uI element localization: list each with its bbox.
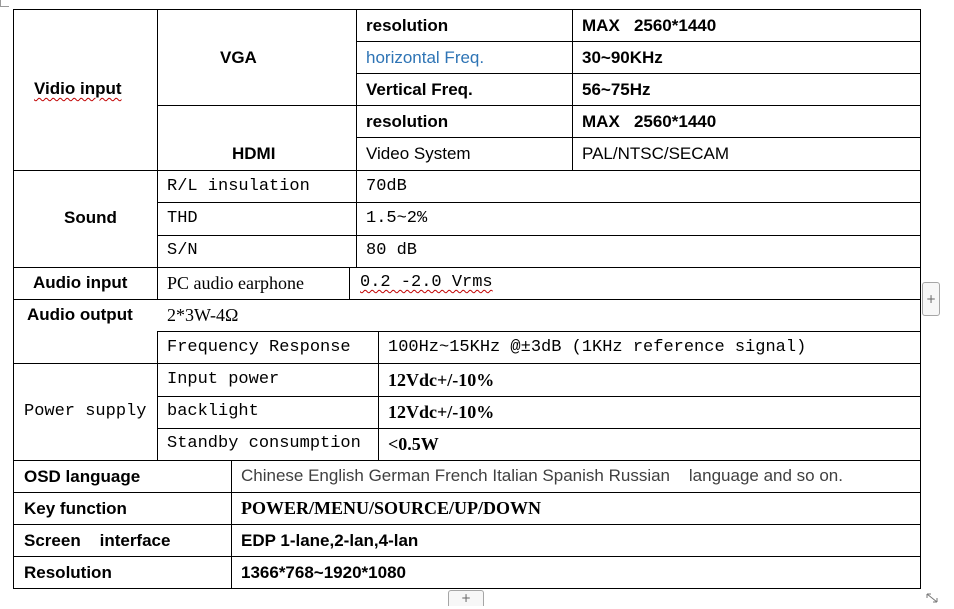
spec-value: 1366*768~1920*1080 <box>241 563 406 582</box>
row-line <box>13 460 920 461</box>
spec-name: S/N <box>167 241 198 260</box>
col-line <box>231 460 232 589</box>
spec-value: 70dB <box>366 177 407 196</box>
spec-value: Chinese English German French Italian Spanish Russian language and so on. <box>241 466 843 485</box>
row-line <box>157 105 920 106</box>
table-move-handle-icon[interactable] <box>0 0 9 7</box>
spec-name: resolution <box>366 16 449 35</box>
resize-arrow-svg <box>925 592 939 604</box>
col-line <box>572 9 573 170</box>
hdmi-label: HDMI <box>232 144 276 163</box>
spec-value: 80 dB <box>366 241 418 260</box>
spec-name: Resolution <box>24 563 112 582</box>
spec-name: R/L insulation <box>167 177 310 196</box>
spec-value: 12Vdc+/-10% <box>388 402 495 422</box>
col-line <box>349 267 350 299</box>
spec-value: MAX 2560*1440 <box>582 16 717 35</box>
spec-value: PAL/NTSC/SECAM <box>582 144 730 163</box>
row-line <box>356 73 920 74</box>
spec-value <box>360 273 493 293</box>
add-column-button[interactable] <box>922 282 940 316</box>
spec-name: Input power <box>167 370 280 389</box>
spec-value: MAX 2560*1440 <box>582 112 717 131</box>
row-line <box>356 41 920 42</box>
col-line <box>378 331 379 460</box>
plus-icon: + <box>460 591 472 605</box>
spec-value: POWER/MENU/SOURCE/UP/DOWN <box>241 498 542 518</box>
table-border-top <box>13 9 920 10</box>
col-line <box>157 331 158 460</box>
row-line <box>356 137 920 138</box>
row-line <box>13 299 920 300</box>
resize-handle-icon[interactable] <box>925 591 939 603</box>
row-line <box>157 202 920 203</box>
row-line <box>157 396 920 397</box>
spec-value: 1.5~2% <box>366 209 428 228</box>
spec-value: <0.5W <box>388 434 439 454</box>
spec-value: 12Vdc+/-10% <box>388 370 495 390</box>
group-label-sound: Sound <box>64 208 117 227</box>
spec-name: resolution <box>366 112 449 131</box>
spec-name: Key function <box>24 499 127 518</box>
group-label-power-supply: Power supply <box>24 402 147 421</box>
spec-name: horizontal Freq. <box>366 48 485 67</box>
col-line <box>356 9 357 267</box>
spec-name: PC audio earphone <box>167 273 304 293</box>
group-label-video-input <box>34 79 122 99</box>
spec-value: 30~90KHz <box>582 48 663 67</box>
spec-name: Frequency Response <box>167 338 351 357</box>
spec-value: 2*3W-4Ω <box>167 305 239 325</box>
spec-name: backlight <box>167 402 259 421</box>
table-border-bottom <box>13 588 920 589</box>
add-row-button[interactable] <box>448 590 484 606</box>
spec-name: Video System <box>366 144 471 163</box>
group-label-audio-output: Audio output <box>27 305 133 324</box>
row-line <box>13 170 920 171</box>
row-line <box>13 267 920 268</box>
spec-name: THD <box>167 209 198 228</box>
group-label-audio-input: Audio input <box>33 273 128 292</box>
row-line <box>157 331 920 332</box>
spec-name: Standby consumption <box>167 434 361 453</box>
col-line <box>157 9 158 299</box>
spec-value: EDP 1-lane,2-lan,4-lan <box>241 531 419 550</box>
spec-value: 56~75Hz <box>582 80 651 99</box>
video-input-label: Vidio input <box>34 79 122 98</box>
row-line <box>157 428 920 429</box>
spec-name: OSD language <box>24 467 141 486</box>
row-line <box>13 524 920 525</box>
row-line <box>13 363 920 364</box>
plus-icon: + <box>925 292 937 306</box>
row-line <box>13 556 920 557</box>
spec-name: Vertical Freq. <box>366 80 473 99</box>
table-border-left <box>13 9 14 589</box>
spec-name: Screen interface <box>24 531 171 550</box>
audio-input-value: 0.2 -2.0 Vrms <box>360 273 493 292</box>
row-line <box>157 235 920 236</box>
row-line <box>13 492 920 493</box>
table-border-right <box>920 9 921 589</box>
vga-label: VGA <box>220 48 257 67</box>
spec-value: 100Hz~15KHz @±3dB (1KHz reference signal) <box>388 338 807 357</box>
